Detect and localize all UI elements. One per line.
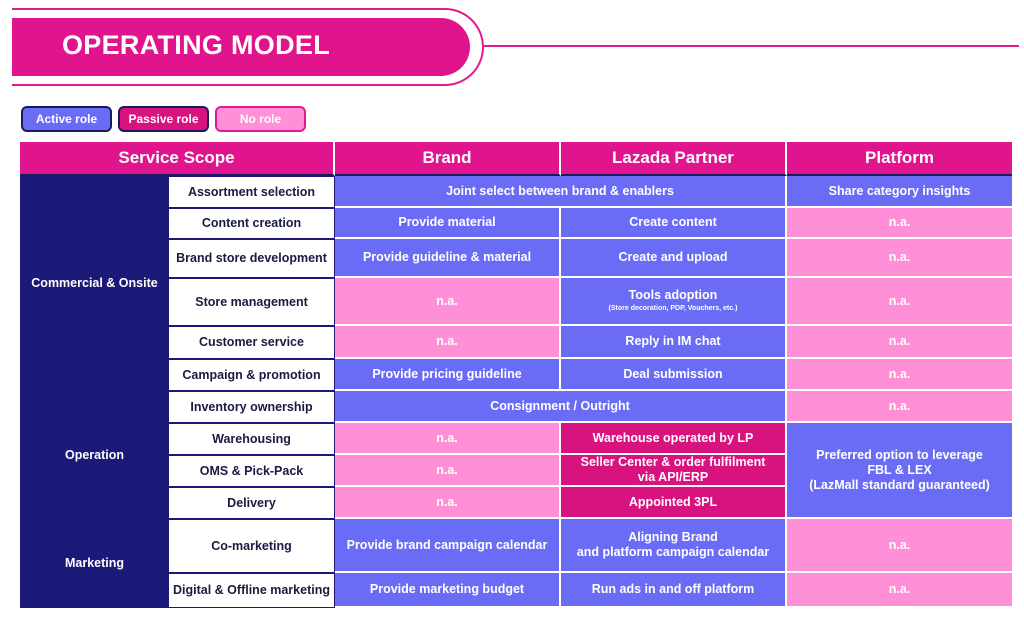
- scope-assortment-selection: Assortment selection: [169, 176, 335, 208]
- partner-brand-store: Create and upload: [561, 239, 787, 278]
- partner-store-management-note: (Store decoration, PDP, Vouchers, etc.): [608, 305, 738, 313]
- platform-content-creation: n.a.: [787, 208, 1012, 239]
- platform-customer-service: n.a.: [787, 326, 1012, 359]
- brand-customer-service: n.a.: [335, 326, 561, 359]
- brand-oms-pick-pack: n.a.: [335, 455, 561, 487]
- category-marketing: [20, 519, 169, 608]
- partner-store-management-label: Tools adoption: [628, 288, 718, 303]
- scope-inventory-ownership: Inventory ownership: [169, 391, 335, 423]
- partner-delivery: Appointed 3PL: [561, 487, 787, 519]
- partner-store-management: [561, 278, 787, 326]
- category-operation: [20, 391, 169, 519]
- platform-store-management: n.a.: [787, 278, 1012, 326]
- scope-digital-offline-marketing: Digital & Offline marketing: [169, 573, 335, 608]
- brand-co-marketing: Provide brand campaign calendar: [335, 519, 561, 573]
- partner-content-creation: Create content: [561, 208, 787, 239]
- legend-passive-role: Passive role: [118, 106, 209, 132]
- partner-co-marketing-line2: and platform campaign calendar: [576, 545, 770, 559]
- scope-customer-service: Customer service: [169, 326, 335, 359]
- partner-co-marketing-line1: Aligning Brand: [628, 530, 718, 544]
- scope-co-marketing: Co-marketing: [169, 519, 335, 573]
- scope-oms-pick-pack: OMS & Pick-Pack: [169, 455, 335, 487]
- category-operation-label: Operation: [64, 447, 125, 462]
- partner-oms-line2: via API/ERP: [637, 470, 709, 484]
- scope-warehousing: Warehousing: [169, 423, 335, 455]
- brand-partner-assortment: Joint select between brand & enablers: [335, 176, 787, 208]
- brand-store-management: n.a.: [335, 278, 561, 326]
- partner-campaign-promotion: Deal submission: [561, 359, 787, 391]
- header-lazada-partner: Lazada Partner: [561, 142, 787, 176]
- brand-campaign-promotion: Provide pricing guideline: [335, 359, 561, 391]
- header-platform: Platform: [787, 142, 1012, 176]
- brand-partner-inventory: Consignment / Outright: [335, 391, 787, 423]
- partner-customer-service: Reply in IM chat: [561, 326, 787, 359]
- platform-inventory: n.a.: [787, 391, 1012, 423]
- partner-oms-pick-pack: [561, 455, 787, 487]
- title-divider: [484, 45, 1019, 47]
- legend-no-role: No role: [215, 106, 306, 132]
- scope-campaign-promotion: Campaign & promotion: [169, 359, 335, 391]
- partner-warehousing: Warehouse operated by LP: [561, 423, 787, 455]
- platform-co-marketing: n.a.: [787, 519, 1012, 573]
- operating-model-table: [20, 142, 1012, 608]
- page-title: OPERATING MODEL: [62, 30, 331, 60]
- platform-operation-line2: FBL & LEX: [867, 462, 932, 477]
- brand-delivery: n.a.: [335, 487, 561, 519]
- platform-brand-store: n.a.: [787, 239, 1012, 278]
- brand-content-creation: Provide material: [335, 208, 561, 239]
- header-brand: Brand: [335, 142, 561, 176]
- partner-oms-line1: Seller Center & order fulfilment: [580, 455, 766, 469]
- platform-operation-merged: [787, 423, 1012, 519]
- platform-assortment: Share category insights: [787, 176, 1012, 208]
- partner-digital-marketing: Run ads in and off platform: [561, 573, 787, 608]
- category-marketing-label: Marketing: [64, 556, 125, 570]
- scope-content-creation: Content creation: [169, 208, 335, 239]
- platform-digital-marketing: n.a.: [787, 573, 1012, 608]
- partner-co-marketing: [561, 519, 787, 573]
- brand-brand-store: Provide guideline & material: [335, 239, 561, 278]
- scope-store-management: Store management: [169, 278, 335, 326]
- brand-digital-marketing: Provide marketing budget: [335, 573, 561, 608]
- scope-delivery: Delivery: [169, 487, 335, 519]
- platform-operation-line1: Preferred option to leverage: [816, 447, 983, 462]
- category-commercial-onsite: [20, 176, 169, 391]
- category-commercial-label: Commercial & Onsite: [31, 276, 158, 290]
- legend-active-role: Active role: [21, 106, 112, 132]
- brand-warehousing: n.a.: [335, 423, 561, 455]
- scope-brand-store-development: Brand store development: [169, 239, 335, 278]
- header-service-scope: Service Scope: [20, 142, 335, 176]
- platform-operation-line3: (LazMall standard guaranteed): [809, 477, 990, 492]
- platform-campaign-promotion: n.a.: [787, 359, 1012, 391]
